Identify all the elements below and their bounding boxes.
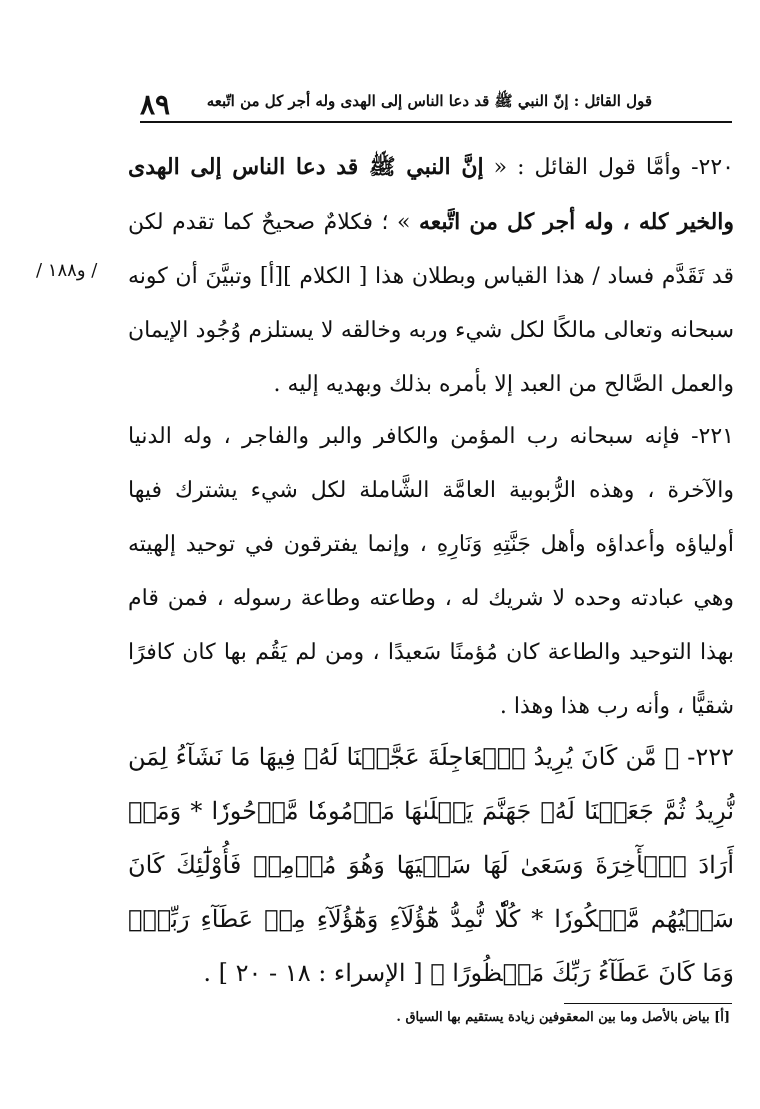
paragraph-number: ٢٢٠- bbox=[691, 155, 734, 180]
paragraph-number: ٢٢١- bbox=[691, 424, 734, 449]
running-title: قول القائل : إنّ النبي ﷺ قد دعا الناس إلى الهدى وله أجر كل من اتّبعه bbox=[206, 92, 652, 110]
quran-quotation bbox=[128, 730, 734, 1000]
page-number: ٨٩ bbox=[140, 88, 171, 121]
paragraph-lead: وأمَّا قول القائل : « bbox=[493, 155, 682, 180]
paragraph-220 bbox=[128, 140, 734, 412]
footnote-divider bbox=[564, 1003, 732, 1004]
paragraph-body: » ؛ فكلامٌ صحيحٌ كما تقدم لكن قد تَقَدَّم فساد / هذا القياس وبطلان هذا [ الكلام ][أ] وتبيَّنَ أن كونه سبحانه وتعالى مالكًا لكل شيء وربه وخالقه لا يستلزم وُجُود الإيمان والعمل الصَّالح من العبد إلا بأمره بذلك وبهديه إليه . bbox=[128, 210, 734, 397]
footnote: [أ] بياض بالأصل وما بين المعقوفين زيادة يستقيم بها السياق . bbox=[396, 1010, 730, 1025]
margin-folio-note: / و١٨٨ / bbox=[36, 260, 98, 281]
quran-verse: ﴿ مَّن كَانَ يُرِيدُ ٱلۡعَاجِلَةَ عَجَّلۡنَا لَهُۥ فِيهَا مَا نَشَآءُ لِمَن نُّرِيدُ ثُمَّ جَعَلۡنَا لَهُۥ جَهَنَّمَ يَصۡلَىٰهَا مَذۡمُومٗا مَّدۡحُورٗا * وَمَنۡ أَرَادَ ٱلۡأٓخِرَةَ وَسَعَىٰ لَهَا سَعۡيَهَا وَهُوَ مُؤۡمِنٞ فَأُوْلَٰٓئِكَ كَانَ سَعۡيُهُم مَّشۡكُورٗا * كُلّٗا نُّمِدُّ هَٰٓؤُلَآءِ وَهَٰٓؤُلَآءِ مِنۡ عَطَآءِ رَبِّكَۚ وَمَا كَانَ عَطَآءُ رَبِّكَ مَحۡظُورًا ﴾ bbox=[128, 743, 734, 987]
header-divider bbox=[140, 121, 732, 123]
paragraph-221 bbox=[128, 410, 734, 734]
paragraph-number: ٢٢٢- bbox=[687, 743, 735, 771]
quoted-statement: إنَّ النبي ﷺ قد دعا الناس إلى الهدى والخير كله ، وله أجر كل من اتَّبعه bbox=[128, 154, 735, 235]
paragraph-body: فإنه سبحانه رب المؤمن والكافر والبر والفاجر ، وله الدنيا والآخرة ، وهذه الرُّبوبية العامَّة الشَّاملة لكل شيء يشترك فيها أولياؤه وأعداؤه وأهل جَنَّتِهِ وَنَارِهِ ، وإنما يفترقون في توحيد إلهيته وهي عبادته وحده لا شريك له ، وطاعته وطاعة رسوله ، فمن قام بهذا التوحيد والطاعة كان مُؤمنًا سَعيدًا ، ومن لم يَقُم بها كان كافرًا شقيًّا ، وأنه رب هذا وهذا . bbox=[128, 424, 734, 719]
verse-reference: [ الإسراء : ١٨ - ٢٠ ] . bbox=[203, 959, 423, 987]
